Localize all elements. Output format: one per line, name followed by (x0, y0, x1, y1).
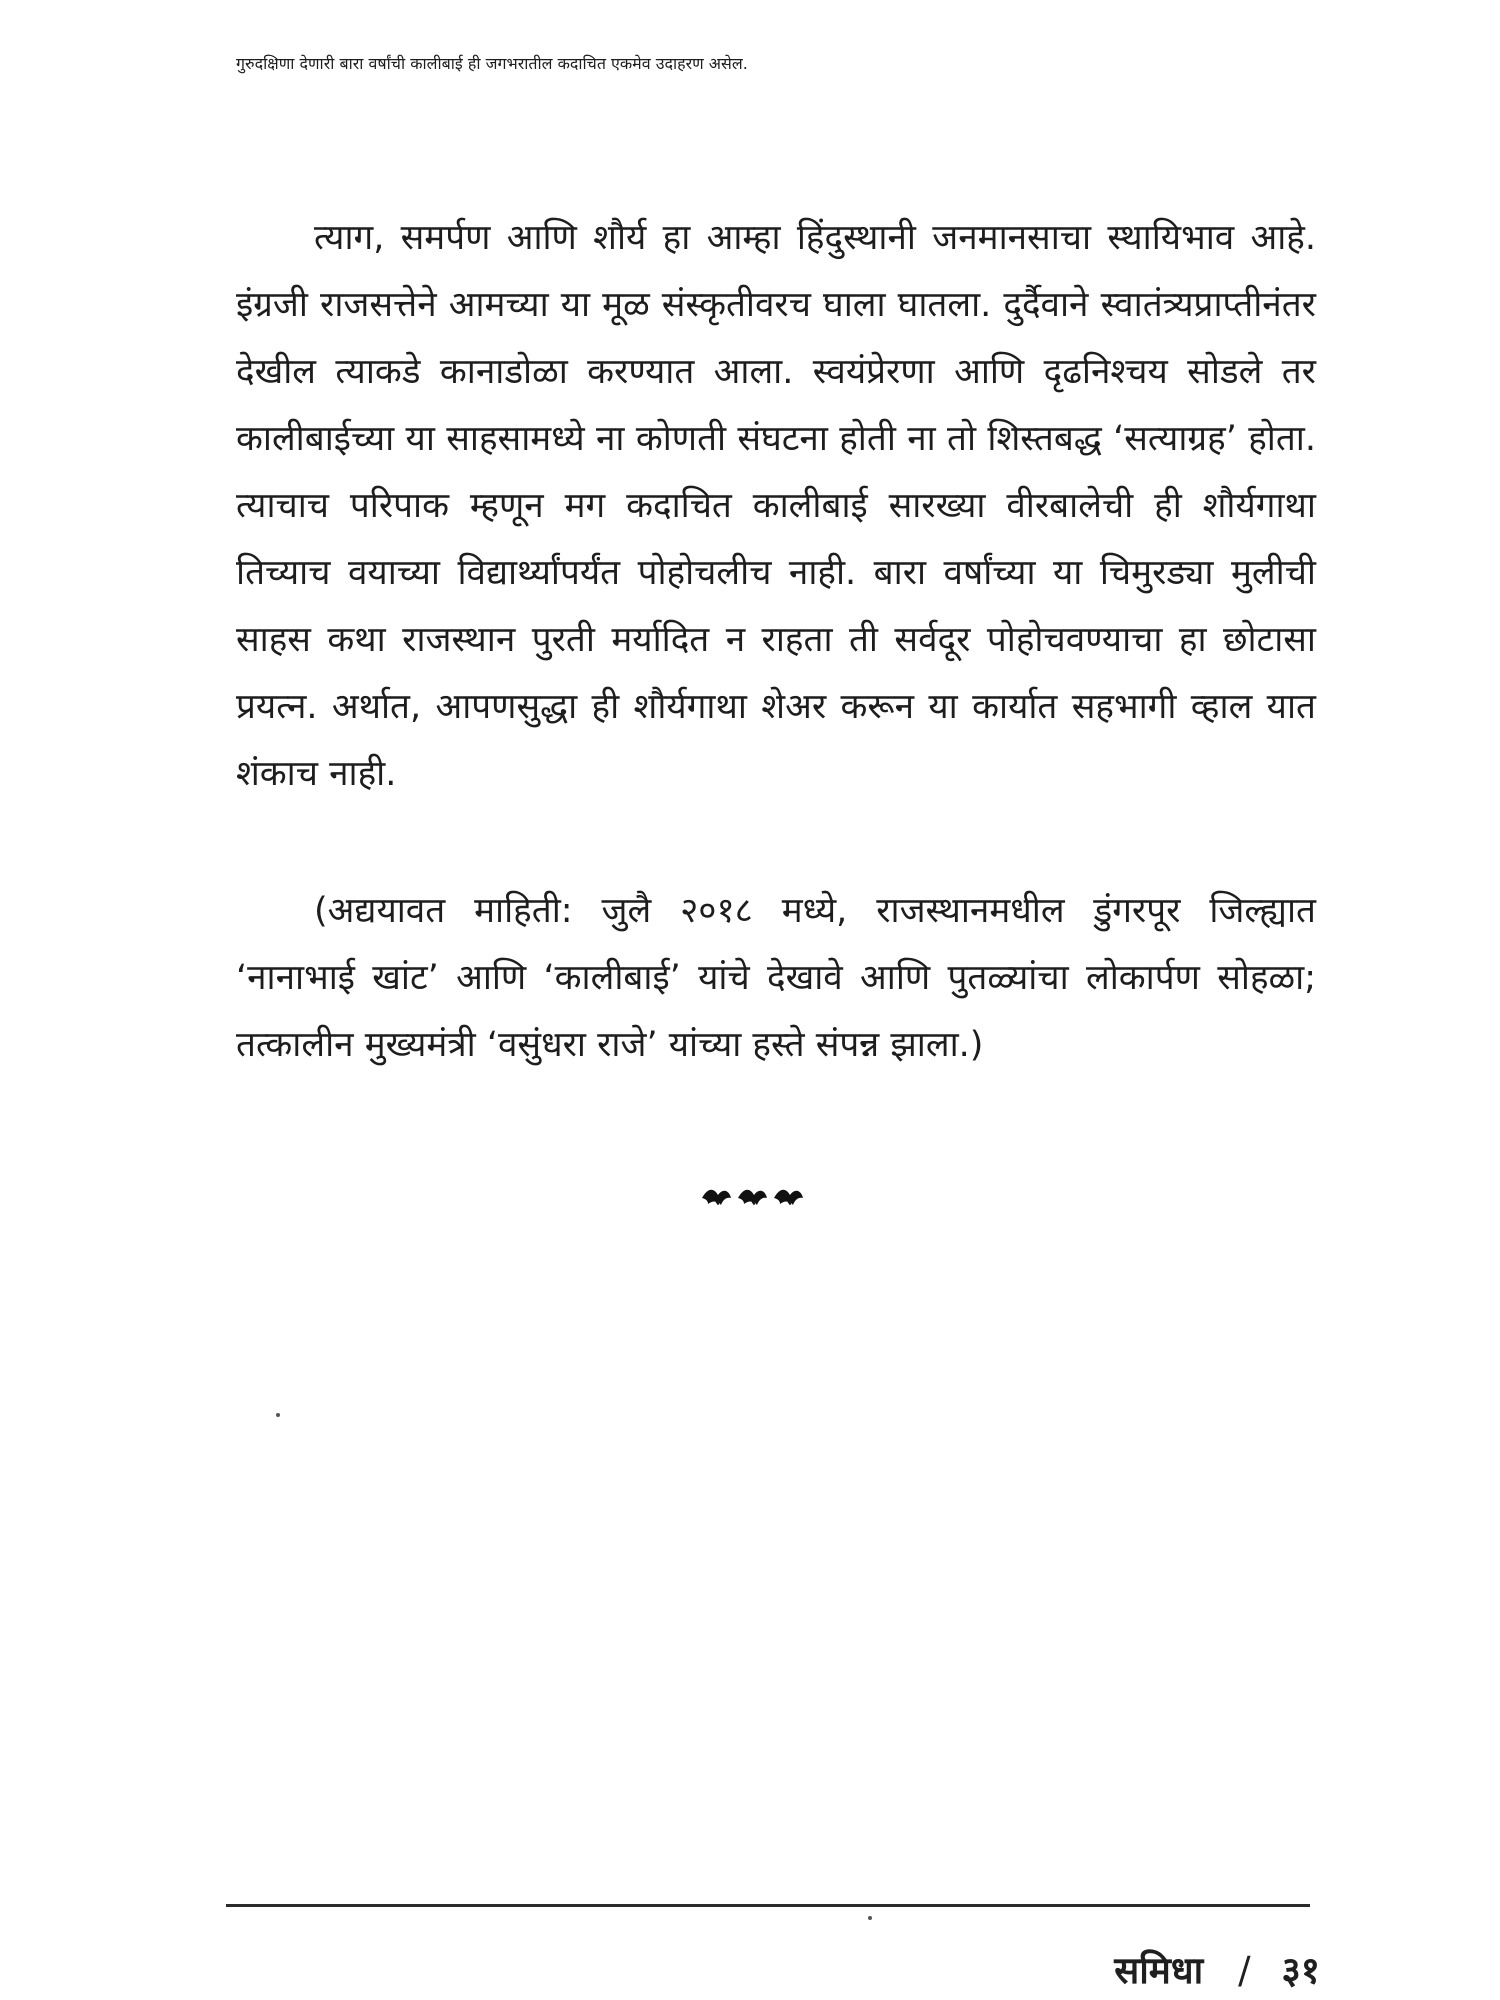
book-title: समिधा (1114, 1949, 1204, 1992)
section-ornament-icon (700, 1180, 812, 1214)
paragraph-1: गुरुदक्षिणा देणारी बारा वर्षांची कालीबाई ही जगभरातील कदाचित एकमेव उदाहरण असेल. (236, 54, 748, 73)
page-number: ३१ (1281, 1949, 1320, 1992)
page-footer (1114, 1943, 1320, 1994)
paper-speck (868, 1916, 872, 1920)
paragraph-2: त्याग, समर्पण आणि शौर्य हा आम्हा हिंदुस्थानी जनमानसाचा स्थायिभाव आहे. इंग्रजी राजसत्तेने आमच्या या मूळ संस्कृतीवरच घाला घातला. दुर्दैवाने स्वातंत्र्यप्राप्तीनंतर देखील त्याकडे कानाडोळा करण्यात आला. स्वयंप्रेरणा आणि दृढनिश्चय सोडले तर कालीबाईच्या या साहसामध्ये ना कोणती संघटना होती ना तो शिस्तबद्ध ‘सत्याग्रह’ होता. त्याचाच परिपाक म्हणून मग कदाचित कालीबाई सारख्या वीरबालेची ही शौर्यगाथा तिच्याच वयाच्या विद्यार्थ्यांपर्यंत पोहोचलीच नाही. बारा वर्षांच्या या चिमुरड्या मुलीची साहस कथा राजस्थान पुरती मर्यादित न राहता ती सर्वदूर पोहोचवण्याचा हा छोटासा प्रयत्न. अर्थात, आपणसुद्धा ही शौर्यगाथा शेअर करून या कार्यात सहभागी व्हाल यात शंकाच नाही. (236, 218, 1316, 794)
paragraph-3: (अद्ययावत माहिती: जुलै २०१८ मध्ये, राजस्थानमधील डुंगरपूर जिल्ह्यात ‘नानाभाई खांट’ आणि ‘कालीबाई’ यांचे देखावे आणि पुतळ्यांचा लोकार्पण सोहळा; तत्कालीन मुख्यमंत्री ‘वसुंधरा राजे’ यांच्या हस्ते संपन्न झाला.) (236, 891, 1316, 1065)
paper-speck (276, 1413, 280, 1417)
footer-separator: / (1238, 1949, 1251, 1992)
footer-divider (226, 1904, 1310, 1907)
